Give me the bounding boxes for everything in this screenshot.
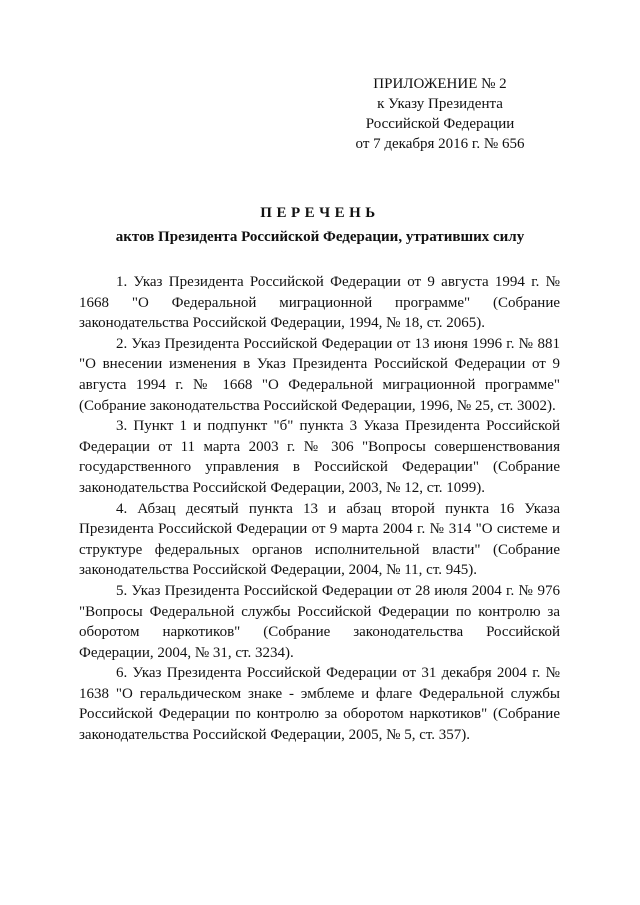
list-item-3: 3. Пункт 1 и подпункт "б" пункта 3 Указа Президента Российской Федерации от 11 марта 2003 г. № 306 "Вопросы совершенствования государственного управления в Российской Федерации" (Собрание законодательства Российской Федерации, 2003, № 12, ст. 1099).: [79, 418, 560, 496]
appendix-header: [320, 74, 560, 154]
document-body: [79, 272, 560, 746]
appendix-country: Российской Федерации: [365, 116, 515, 132]
document-subtitle: актов Президента Российской Федерации, утративших силу: [115, 229, 525, 245]
list-item-1: 1. Указ Президента Российской Федерации от 9 августа 1994 г. № 1668 "О Федеральной миграционной программе" (Собрание законодательства Российской Федерации, 1994, № 18, ст. 2065).: [79, 274, 560, 332]
list-item-2: 2. Указ Президента Российской Федерации от 13 июня 1996 г. № 881 "О внесении изменения в Указ Президента Российской Федерации от 9 августа 1994 г. № 1668 "О Федеральной миграционной программе" (Собрание законодательства Российской Федерации, 1996, № 25, ст. 3002).: [79, 335, 560, 414]
document-title: ПЕРЕЧЕНЬ: [260, 205, 380, 221]
list-item-6: 6. Указ Президента Российской Федерации от 31 декабря 2004 г. № 1638 "О геральдическом знаке - эмблеме и флаге Федеральной службы Российской Федерации по контролю за оборотом наркотиков" (Собрание законодательства Российской Федерации, 2005, № 5, ст. 357).: [79, 665, 560, 744]
appendix-decree-ref: к Указу Президента: [377, 96, 503, 112]
appendix-date: от 7 декабря 2016 г. № 656: [355, 136, 525, 152]
appendix-number: ПРИЛОЖЕНИЕ № 2: [373, 76, 507, 92]
list-item-5: 5. Указ Президента Российской Федерации от 28 июля 2004 г. № 976 "Вопросы Федеральной службы Российской Федерации по контролю за оборотом наркотиков" (Собрание законодательства Российской Федерации, 2004, № 31, ст. 3234).: [79, 582, 560, 661]
list-item-4: 4. Абзац десятый пункта 13 и абзац второй пункта 16 Указа Президента Российской Федерации от 9 марта 2004 г. № 314 "О системе и структуре федеральных органов исполнительной власти" (Собрание законодательства Российской Федерации, 2004, № 11, ст. 945).: [79, 500, 560, 579]
